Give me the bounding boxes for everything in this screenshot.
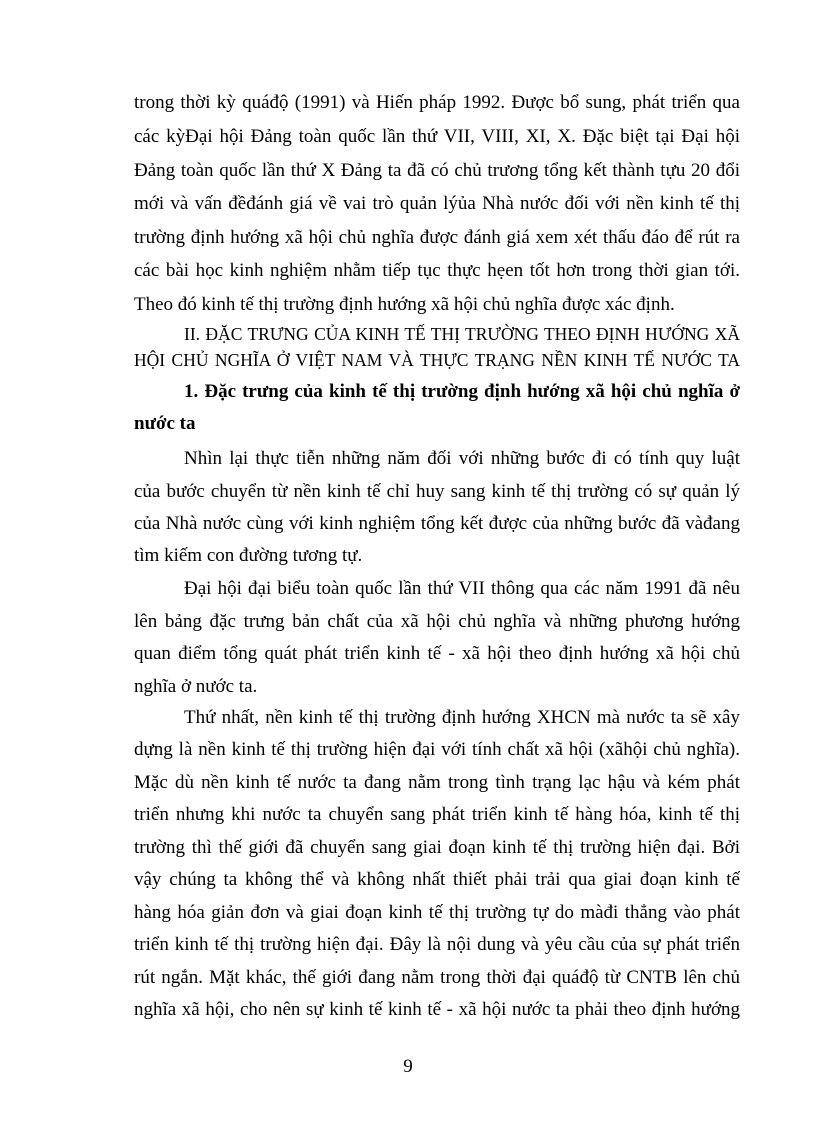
text-line: dựng là nền kinh tế thị trường hiện đại với tính chất xã hội (xãhội chủ nghĩa). <box>134 739 740 760</box>
text-line: nghĩa xã hội, cho nên sự kinh tế kinh tế - xã hội nước ta phải theo định hướng <box>134 999 740 1020</box>
text-line: các bài học kinh nghiệm nhằm tiếp tục thực hẹen tốt hơn trong thời gian tới. <box>134 260 740 281</box>
text-line: các kỳĐại hội Đảng toàn quốc lần thứ VII, VIII, XI, X. Đặc biệt tại Đại hội <box>134 126 740 147</box>
text-line: triển nhưng khi nước ta chuyển sang phát triển kinh tế hàng hóa, kinh tế thị <box>134 804 740 825</box>
subsection-heading-line: 1. Đặc trưng của kinh tế thị trường định hướng xã hội chủ nghĩa ở <box>184 381 740 402</box>
text-line: của Nhà nước cùng với kinh nghiệm tổng kết được của những bước đã vàđang <box>134 513 740 534</box>
text-line: Đảng toàn quốc lần thứ X Đảng ta đã có chủ trương tổng kết thành tựu 20 đổi <box>134 160 740 181</box>
text-line: hàng hóa giản đơn và giai đoạn kinh tế thị trường tự do màđi thẳng vào phát <box>134 902 740 923</box>
section-heading-line: II. ĐẶC TRƯNG CỦA KINH TẾ THỊ TRƯỜNG THEO ĐỊNH HƯỚNG XÃ <box>184 324 740 344</box>
section-heading-line: HỘI CHỦ NGHĨA Ở VIỆT NAM VÀ THỰC TRẠNG NỀN KINH TẾ NƯỚC TA <box>134 350 740 370</box>
text-line: nghĩa ở nước ta. <box>134 676 258 697</box>
text-line: quan điểm tổng quát phát triển kinh tế - xã hội theo định hướng xã hội chủ <box>134 643 740 664</box>
text-line: Mặc dù nền kinh tế nước ta đang nằm trong tình trạng lạc hậu và kém phát <box>134 772 740 793</box>
text-line: triển kinh tế thị trường hiện đại. Đây là nội dung và yêu cầu của sự phát triển <box>134 934 740 955</box>
text-line: trường định hướng xã hội chủ nghĩa được đánh giá xem xét thấu đáo để rút ra <box>134 227 740 248</box>
text-line: mới và vấn đềđánh giá về vai trò quản lýủa Nhà nước đối với nền kinh tế thị <box>134 193 740 214</box>
text-line: trường thì thế giới đã chuyển sang giai đoạn kinh tế thị trường hiện đại. Bởi <box>134 837 740 858</box>
text-line: Nhìn lại thực tiễn những năm đối với những bước đi có tính quy luật <box>184 448 740 469</box>
text-line: vậy chúng ta không thể và không nhất thiết phải trải qua giai đoạn kinh tế <box>134 869 740 890</box>
text-line: Thứ nhất, nền kinh tế thị trường định hướng XHCN mà nước ta sẽ xây <box>184 707 740 728</box>
text-line: của bước chuyển từ nền kinh tế chỉ huy sang kinh tế thị trường có sự quản lý <box>134 481 740 502</box>
text-line: lên bảng đặc trưng bản chất của xã hội chủ nghĩa và những phương hướng <box>134 611 740 632</box>
text-line: trong thời kỳ quáđộ (1991) và Hiến pháp 1992. Được bổ sung, phát triển qua <box>134 92 740 113</box>
text-line: Theo đó kinh tế thị trường định hướng xã hội chủ nghĩa được xác định. <box>134 294 675 315</box>
text-line: tìm kiếm con đường tương tự. <box>134 545 363 566</box>
subsection-heading-line: nước ta <box>134 413 196 434</box>
page-number: 9 <box>403 1056 413 1077</box>
text-line: rút ngắn. Mặt khác, thế giới đang nằm trong thời đại quáđộ từ CNTB lên chủ <box>134 967 740 988</box>
text-line: Đại hội đại biểu toàn quốc lần thứ VII thông qua các năm 1991 đã nêu <box>184 578 740 599</box>
